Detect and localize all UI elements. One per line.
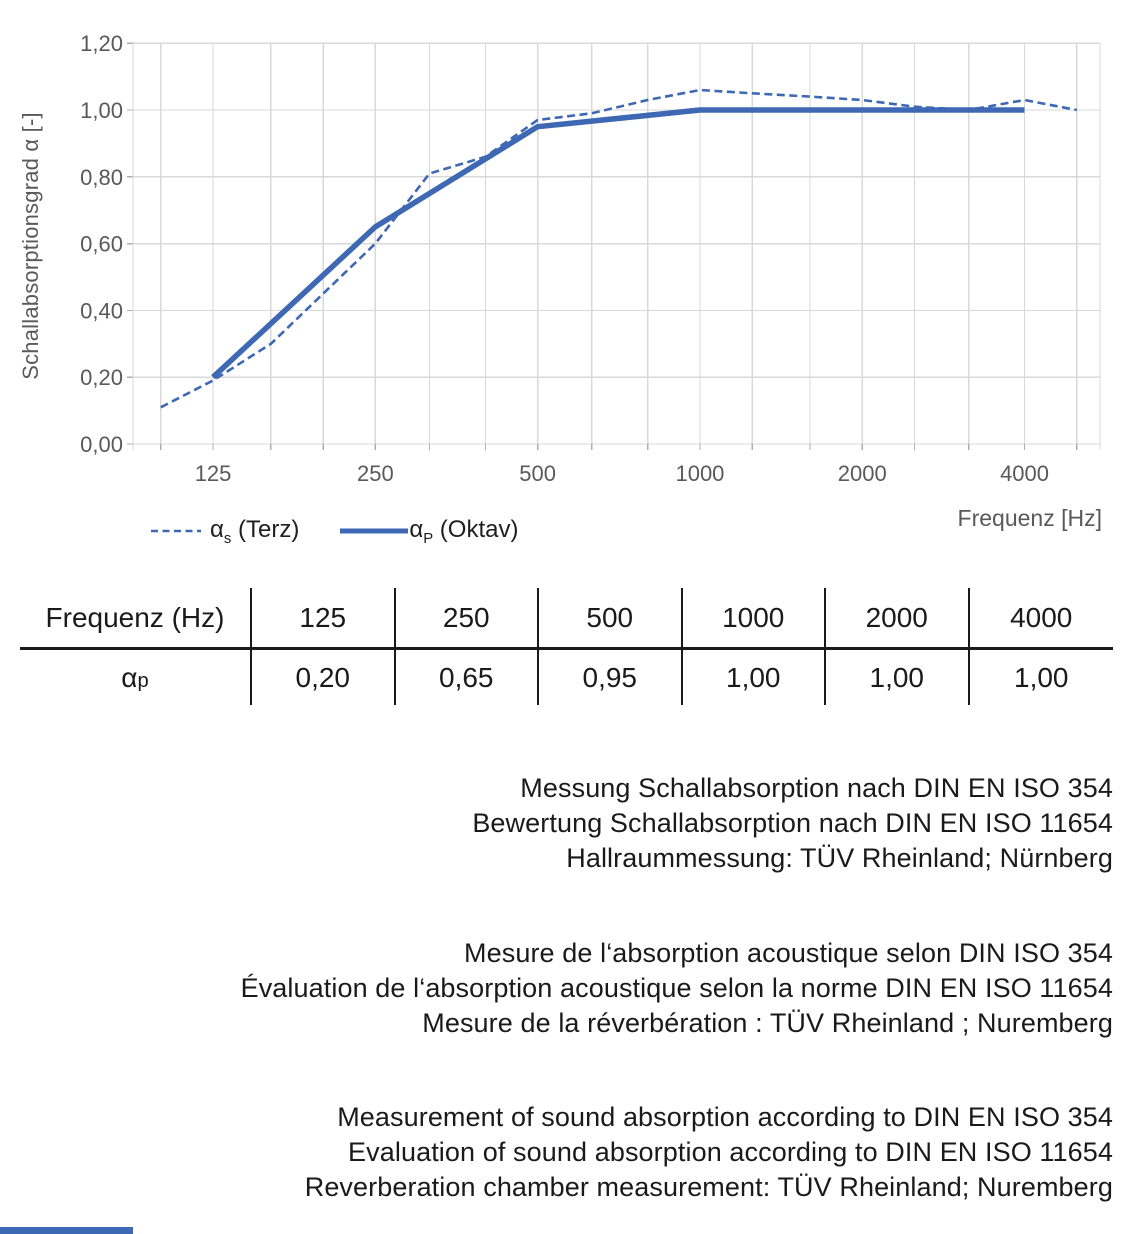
legend-line-dashed-icon (150, 518, 202, 544)
table-header-cell: 250 (396, 588, 540, 647)
table-header-cell: 1000 (683, 588, 827, 647)
y-tick-label: 0,00 (80, 432, 123, 457)
table-header-cell: 125 (252, 588, 396, 647)
note-french (53, 936, 1113, 1041)
absorption-table (20, 588, 1113, 705)
table-value-cell: 1,00 (683, 650, 827, 705)
table-header-label: Frequenz (Hz) (20, 588, 252, 647)
series-line-terz (161, 90, 1077, 407)
y-axis-title: Schallabsorptionsgrad α [-] (18, 112, 43, 380)
note-line: Hallraummessung: TÜV Rheinland; Nürnberg (566, 843, 1113, 873)
table-header-cell: 4000 (1010, 601, 1073, 633)
table-value-cell: 1,00 (1014, 661, 1069, 693)
x-tick-label: 1000 (675, 461, 725, 486)
y-tick-label: 0,60 (80, 231, 123, 257)
y-tick-label: 0,20 (80, 365, 123, 391)
note-german (53, 771, 1113, 876)
y-tick-label: 1,00 (80, 98, 123, 123)
legend-label-oktav: $\alpha_P$ (Oktav) (409, 515, 519, 547)
y-tick-label: 1,20 (80, 31, 123, 57)
table-value-cell: 1,00 (826, 650, 970, 705)
note-english (53, 1100, 1113, 1205)
x-tick-label: 125 (194, 461, 232, 486)
note-line: Mesure de la réverbération : TÜV Rheinland ; Nuremberg (422, 1008, 1113, 1038)
x-axis-title: Frequenz [Hz] (957, 505, 1102, 531)
note-line: Measurement of sound absorption according to DIN EN ISO 354 (337, 1102, 1113, 1132)
legend-label-terz: $\alpha_s$ (Terz) (210, 515, 300, 547)
legend-line-solid-icon (339, 518, 409, 544)
note-line: Bewertung Schallabsorption nach DIN EN ISO 11654 (472, 808, 1113, 838)
table-value-cell: 0,95 (539, 650, 683, 705)
note-line: Mesure de l‘absorption acoustique selon DIN ISO 354 (464, 938, 1113, 968)
y-tick-label: 0,80 (80, 164, 123, 190)
note-line: Évaluation de l‘absorption acoustique selon la norme DIN EN ISO 11654 (240, 973, 1113, 1003)
footer-accent-bar (0, 1227, 133, 1234)
x-tick-label: 500 (519, 461, 557, 486)
table-value-cell: 0,65 (396, 650, 540, 705)
table-header-cell: 2000 (826, 588, 970, 647)
table-value-cell: 0,20 (252, 650, 396, 705)
note-line: Messung Schallabsorption nach DIN EN ISO 354 (520, 773, 1113, 803)
chart-legend (150, 514, 518, 548)
table-value-row (20, 650, 1113, 705)
note-line: Reverberation chamber measurement: TÜV Rheinland; Nuremberg (304, 1172, 1113, 1202)
x-tick-label: 250 (356, 461, 394, 486)
absorption-chart (0, 0, 1135, 585)
y-tick-label: 0,40 (80, 298, 123, 324)
table-header-row (20, 588, 1113, 650)
x-tick-label: 4000 (1000, 461, 1050, 486)
table-row-symbol: α p (20, 650, 252, 705)
x-tick-label: 2000 (837, 461, 887, 486)
note-line: Evaluation of sound absorption according to DIN EN ISO 11654 (348, 1137, 1113, 1167)
chart-plot-area (0, 0, 1135, 500)
table-header-cell: 500 (539, 588, 683, 647)
